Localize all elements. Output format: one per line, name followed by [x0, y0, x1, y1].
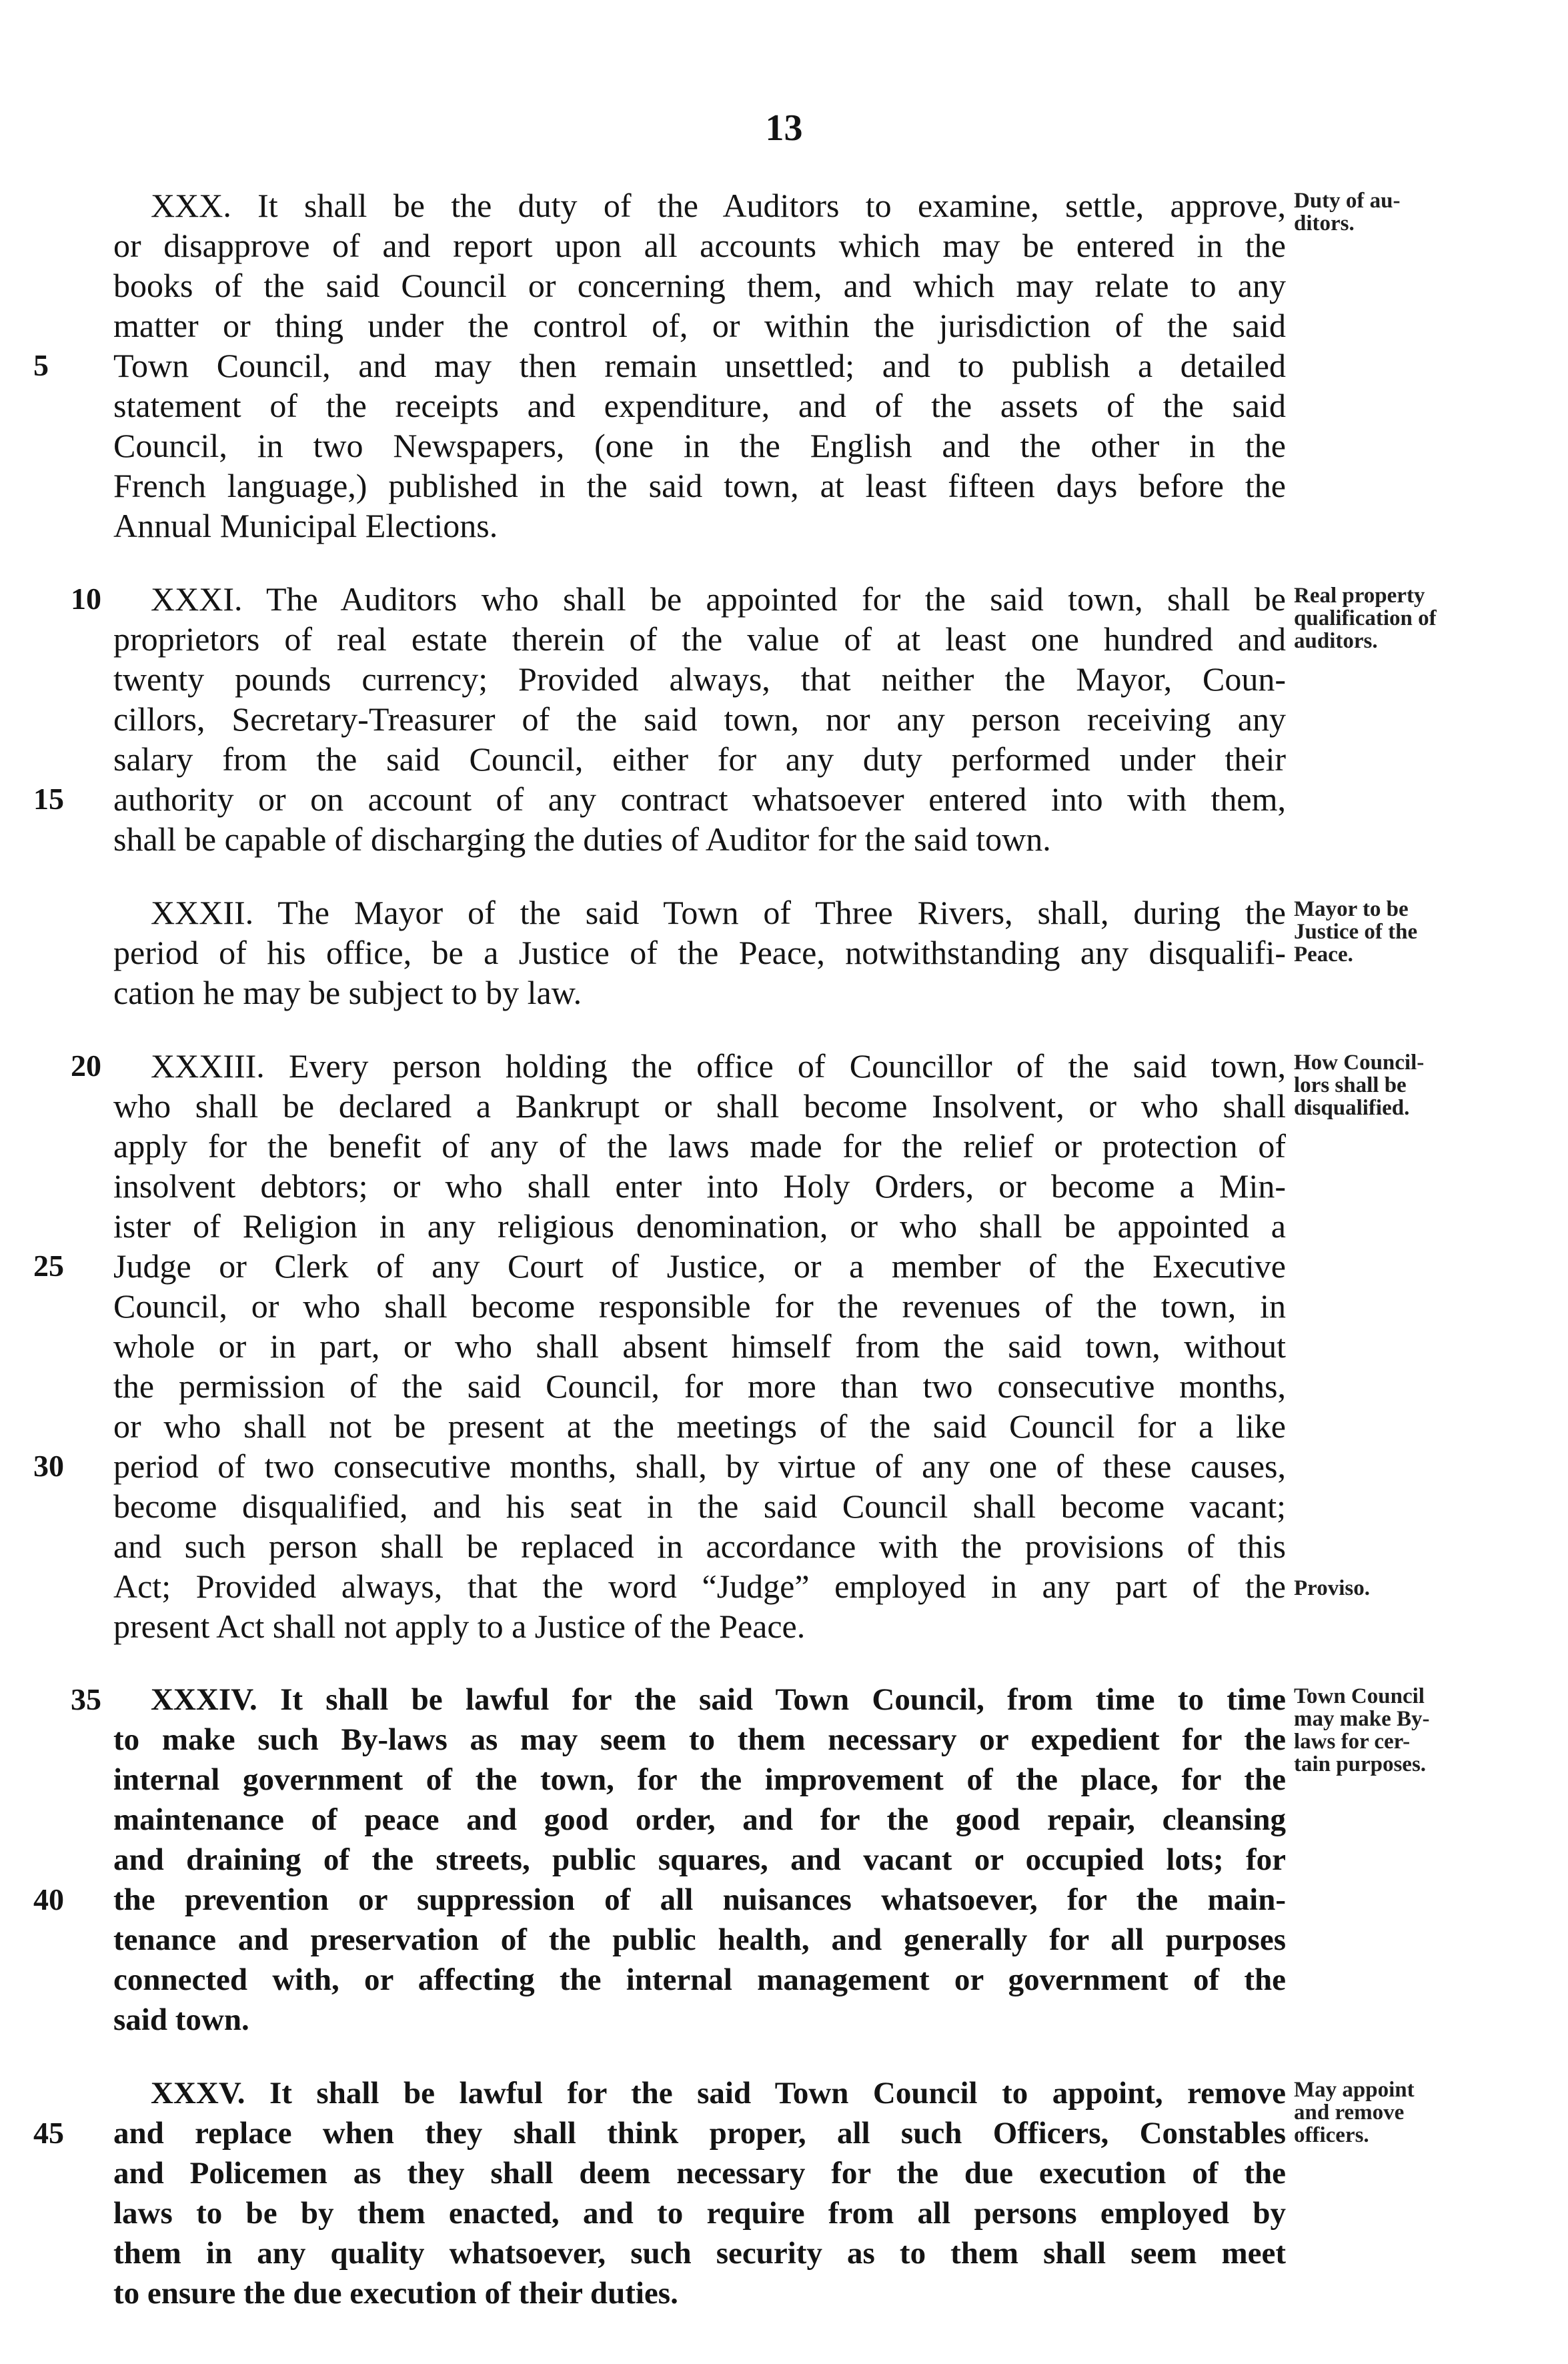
section-number: XXX.: [151, 187, 231, 224]
paragraph-line: [113, 2073, 1286, 2113]
line-number: 30: [33, 1449, 64, 1483]
paragraph-line: matter or thing under the control of, or within the jurisdiction of the said: [113, 307, 1286, 344]
paragraph-line: present Act shall not apply to a Justice of the Peace.: [113, 1608, 806, 1645]
section-number: XXXIII.: [151, 1047, 265, 1085]
paragraph-line: laws to be by them enacted, and to require from all persons employed by: [113, 2196, 1286, 2231]
sidenote-line: ditors.: [1294, 211, 1355, 235]
paragraph-line: tenance and preservation of the public health, and generally for all purposes: [113, 1922, 1286, 1957]
sidenote-line: may make By-: [1294, 1707, 1430, 1731]
paragraph-line: [33, 779, 1286, 819]
section-xxxiv: [33, 1680, 1567, 2040]
proviso-sidenote: [1294, 1577, 1501, 1600]
paragraph-line: [33, 1246, 1286, 1286]
section-number: XXXI.: [151, 580, 243, 618]
paragraph-line: ister of Religion in any religious denomination, or who shall be appointed a: [113, 1207, 1286, 1245]
sidenote-line: How Council-: [1294, 1051, 1425, 1075]
paragraph-line: and Policemen as they shall deem necessary for the due execution of the: [113, 2156, 1286, 2191]
section-xxxv: [33, 2073, 1567, 2313]
paragraph-line: [33, 1880, 1286, 1920]
line-text: the prevention or suppression of all nuisances whatsoever, for the main-: [113, 1882, 1286, 1917]
sidenote-line: Peace.: [1294, 943, 1353, 967]
sidenote-line: and remove: [1294, 2101, 1405, 2125]
sidenote-line: Duty of au-: [1294, 189, 1401, 213]
paragraph-line: said town.: [113, 2002, 249, 2037]
sidenote-line: laws for cer-: [1294, 1730, 1411, 1754]
document-body: [33, 185, 1567, 2347]
line-text: It shall be lawful for the said Town Council, from time to time: [280, 1682, 1287, 1717]
paragraph-line: cation he may be subject to by law.: [113, 974, 582, 1011]
sidenote-line: Town Council: [1294, 1684, 1425, 1708]
paragraph-line: cillors, Secretary-Treasurer of the said town, nor any person receiving any: [113, 700, 1286, 738]
paragraph-line: to make such By-laws as may seem to them necessary or expedient for the: [113, 1722, 1286, 1757]
section-xxxii: [113, 893, 1567, 1013]
sidenote: [1294, 2079, 1501, 2147]
paragraph-line: apply for the benefit of any of the laws made for the relief or protection of: [113, 1127, 1286, 1165]
paragraph-line: whole or in part, or who shall absent himself from the said town, without: [113, 1327, 1286, 1365]
line-text: It shall be the duty of the Auditors to examine, settle, approve,: [257, 187, 1286, 224]
paragraph-line: shall be capable of discharging the duties of Auditor for the said town.: [113, 820, 1051, 858]
sidenote-line: auditors.: [1294, 629, 1378, 653]
paragraph-line: Council, in two Newspapers, (one in the English and the other in the: [113, 427, 1286, 464]
section-number: XXXII.: [151, 894, 254, 931]
line-text: The Mayor of the said Town of Three Rivers, shall, during the: [277, 894, 1286, 931]
page-number: 13: [765, 107, 803, 149]
paragraph-line: [71, 1680, 1287, 1720]
sidenote-line: officers.: [1294, 2123, 1369, 2147]
sidenote: [1294, 584, 1501, 652]
paragraph-line: French language,) published in the said town, at least fifteen days before the: [113, 467, 1286, 504]
sidenote: [1294, 898, 1501, 966]
sidenote-line: qualification of: [1294, 606, 1437, 630]
paragraph-line: the permission of the said Council, for more than two consecutive months,: [113, 1367, 1286, 1405]
paragraph-line: Council, or who shall become responsible for the revenues of the town, in: [113, 1287, 1286, 1325]
paragraph-line: [113, 185, 1286, 225]
paragraph-line: [71, 1046, 1286, 1086]
line-number: 20: [71, 1049, 101, 1083]
sidenote-line: lors shall be: [1294, 1073, 1407, 1097]
paragraph-line: [71, 579, 1286, 619]
sidenote-line: Real property: [1294, 584, 1425, 608]
line-number: 35: [71, 1682, 101, 1716]
paragraph-line: books of the said Council or concerning them, and which may relate to any: [113, 267, 1286, 304]
sidenote-line: Proviso.: [1294, 1576, 1370, 1600]
sidenote: [1294, 1685, 1501, 1776]
paragraph-line: Annual Municipal Elections.: [113, 507, 498, 544]
paragraph-line: statement of the receipts and expenditure, and of the assets of the said: [113, 387, 1286, 424]
paragraph-line: or who shall not be present at the meetings of the said Council for a like: [113, 1407, 1286, 1445]
section-xxxiii: [33, 1046, 1567, 1646]
paragraph-line: [113, 893, 1286, 933]
paragraph-line: become disqualified, and his seat in the said Council shall become vacant;: [113, 1488, 1286, 1525]
paragraph-line: Act; Provided always, that the word “Judge” employed in any part of the: [113, 1568, 1286, 1605]
paragraph-line: period of his office, be a Justice of the Peace, notwithstanding any disqualifi-: [113, 934, 1286, 971]
paragraph-line: connected with, or affecting the internal management or government of the: [113, 1962, 1286, 1997]
section-xxx: [33, 185, 1567, 546]
line-number: 25: [33, 1249, 64, 1283]
paragraph-line: twenty pounds currency; Provided always, that neither the Mayor, Coun-: [113, 660, 1286, 698]
line-text: The Auditors who shall be appointed for the said town, shall be: [265, 580, 1286, 618]
sidenote-line: disqualified.: [1294, 1096, 1410, 1120]
line-text: Judge or Clerk of any Court of Justice, or a member of the Executive: [113, 1247, 1286, 1285]
line-number: 5: [33, 348, 49, 382]
line-number: 15: [33, 782, 64, 816]
section-xxxi: [33, 579, 1567, 859]
paragraph-line: insolvent debtors; or who shall enter into Holy Orders, or become a Min-: [113, 1167, 1286, 1205]
line-text: period of two consecutive months, shall, by virtue of any one of these causes,: [113, 1447, 1286, 1485]
line-text: authority or on account of any contract whatsoever entered into with them,: [113, 780, 1286, 818]
sidenote: [1294, 189, 1501, 235]
paragraph-line: or disapprove of and report upon all accounts which may be entered in the: [113, 227, 1286, 264]
line-number: 40: [33, 1882, 64, 1916]
sidenote: [1294, 1051, 1501, 1119]
line-number: 10: [71, 582, 101, 616]
sidenote-line: May appoint: [1294, 2078, 1415, 2102]
line-number: 45: [33, 2116, 64, 2150]
paragraph-line: internal government of the town, for the improvement of the place, for the: [113, 1762, 1286, 1797]
paragraph-line: and draining of the streets, public squares, and vacant or occupied lots; for: [113, 1842, 1286, 1877]
paragraph-line: to ensure the due execution of their duties.: [113, 2276, 678, 2311]
line-text: Town Council, and may then remain unsettled; and to publish a detailed: [113, 347, 1286, 384]
sidenote-line: tain purposes.: [1294, 1752, 1427, 1776]
line-text: and replace when they shall think proper, all such Officers, Constables: [113, 2116, 1286, 2151]
sidenote-line: Justice of the: [1294, 920, 1418, 944]
sidenote-line: Mayor to be: [1294, 897, 1409, 921]
section-number: XXXIV.: [151, 1682, 257, 1717]
paragraph-line: [33, 2113, 1286, 2153]
paragraph-line: [33, 1446, 1286, 1486]
paragraph-line: proprietors of real estate therein of the value of at least one hundred and: [113, 620, 1286, 658]
paragraph-line: maintenance of peace and good order, and for the good repair, cleansing: [113, 1802, 1286, 1837]
paragraph-line: salary from the said Council, either for any duty performed under their: [113, 740, 1286, 778]
paragraph-line: who shall be declared a Bankrupt or shall become Insolvent, or who shall: [113, 1087, 1286, 1125]
line-text: It shall be lawful for the said Town Council to appoint, remove: [269, 2076, 1287, 2111]
paragraph-line: and such person shall be replaced in accordance with the provisions of this: [113, 1528, 1286, 1565]
line-text: Every person holding the office of Councillor of the said town,: [288, 1047, 1286, 1085]
paragraph-line: [33, 346, 1286, 386]
paragraph-line: them in any quality whatsoever, such security as to them shall seem meet: [113, 2236, 1286, 2271]
section-number: XXXV.: [151, 2076, 245, 2111]
